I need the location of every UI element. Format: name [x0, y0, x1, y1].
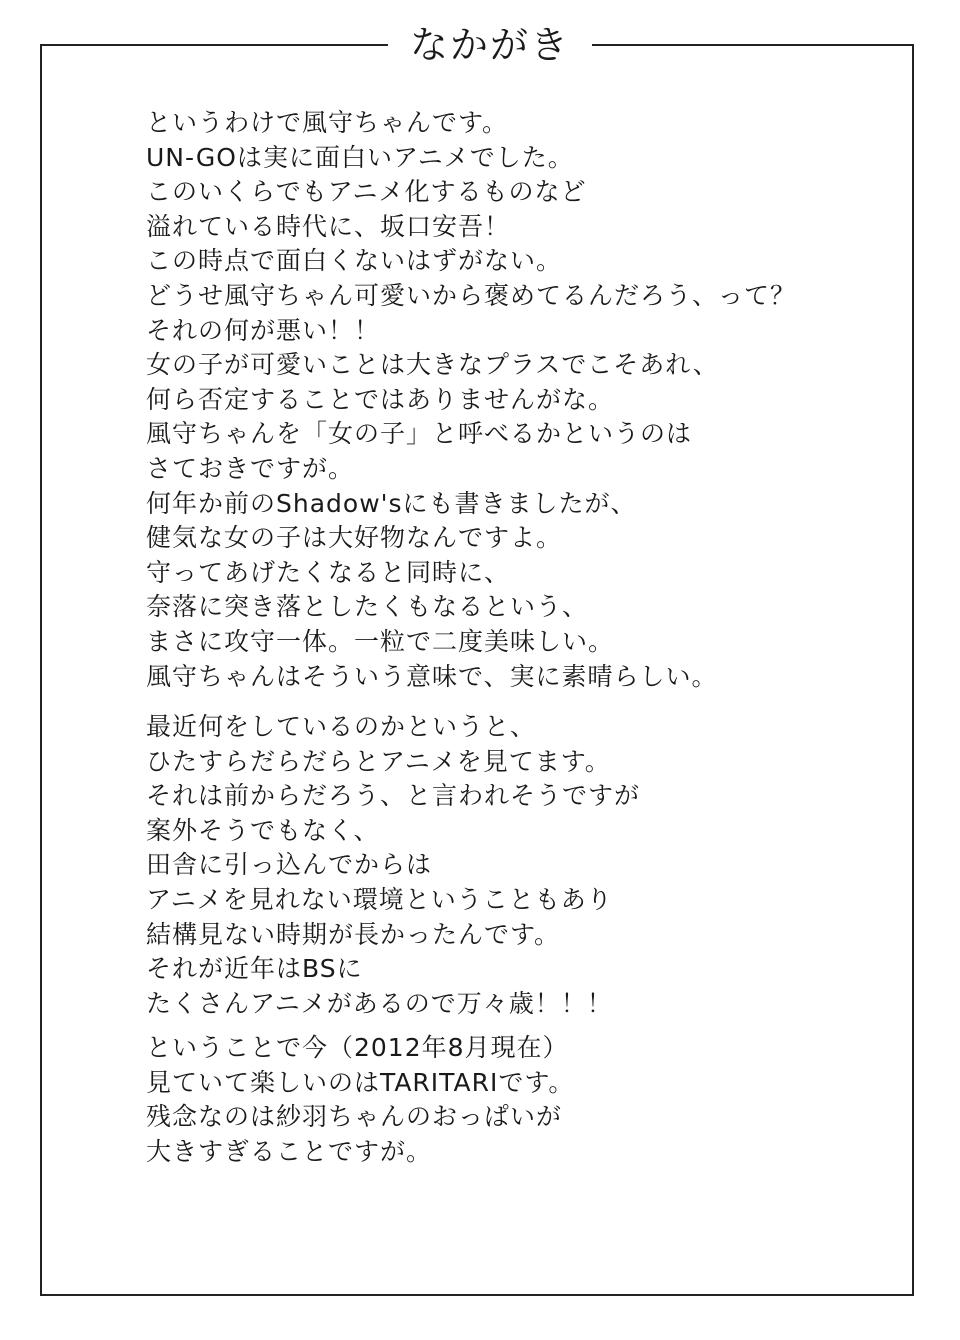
text-line: 最近何をしているのかというと、 — [146, 712, 537, 741]
title-area — [0, 18, 960, 72]
text-line: このいくらでもアニメ化するものなど — [146, 177, 587, 207]
text-line: UN-GOは実に面白いアニメでした。 — [146, 142, 574, 172]
text-line: 女の子が可愛いことは大きなプラスでこそあれ、 — [146, 350, 719, 380]
text-line: 大きすぎることですが。 — [146, 1136, 433, 1166]
text-line: それは前からだろう、と言われそうですが — [146, 781, 641, 811]
text-line: 何ら否定することではありませんがな。 — [146, 384, 615, 414]
page-title: なかがき — [388, 18, 592, 72]
text-line: 何年か前のShadow'sにも書きましたが、 — [146, 488, 637, 518]
text-line: 奈落に突き落としたくもなるという、 — [146, 592, 589, 622]
text-line: ということで今（2012年8月現在） — [146, 1033, 569, 1062]
text-line: この時点で面白くないはずがない。 — [146, 246, 563, 276]
text-line: さておきですが。 — [146, 453, 355, 483]
text-line: 田舎に引っ込んでからは — [146, 850, 433, 880]
text-line: どうせ風守ちゃん可愛いから褒めてるんだろう、って？ — [146, 280, 797, 310]
text-line: 風守ちゃんを「女の子」と呼べるかというのは — [146, 419, 693, 449]
paragraph-3 — [146, 1031, 574, 1169]
text-line: たくさんアニメがあるので万々歳！！！ — [146, 988, 613, 1018]
text-line: 風守ちゃんはそういう意味で、実に素晴らしい。 — [146, 661, 718, 691]
text-line: 溢れている時代に、坂口安吾！ — [146, 211, 511, 241]
text-line: 残念なのは紗羽ちゃんのおっぱいが — [146, 1102, 563, 1132]
text-line: アニメを見れない環境ということもあり — [146, 884, 613, 914]
text-line: ひたすらだらだらとアニメを見てます。 — [146, 746, 611, 776]
text-line: 守ってあげたくなると同時に、 — [146, 557, 511, 587]
paragraph-2 — [146, 710, 640, 1021]
text-line: まさに攻守一体。一粒で二度美味しい。 — [146, 626, 615, 656]
paragraph-1 — [146, 106, 796, 694]
text-line: 見ていて楽しいのはTARITARIです。 — [146, 1067, 575, 1097]
text-line: それの何が悪い！！ — [146, 315, 381, 345]
text-line: 結構見ない時期が長かったんです。 — [146, 919, 561, 949]
text-line: というわけで風守ちゃんです。 — [146, 108, 509, 137]
text-line: それが近年はBSに — [146, 954, 363, 984]
text-line: 健気な女の子は大好物なんですよ。 — [146, 523, 563, 553]
text-line: 案外そうでもなく、 — [146, 815, 380, 845]
